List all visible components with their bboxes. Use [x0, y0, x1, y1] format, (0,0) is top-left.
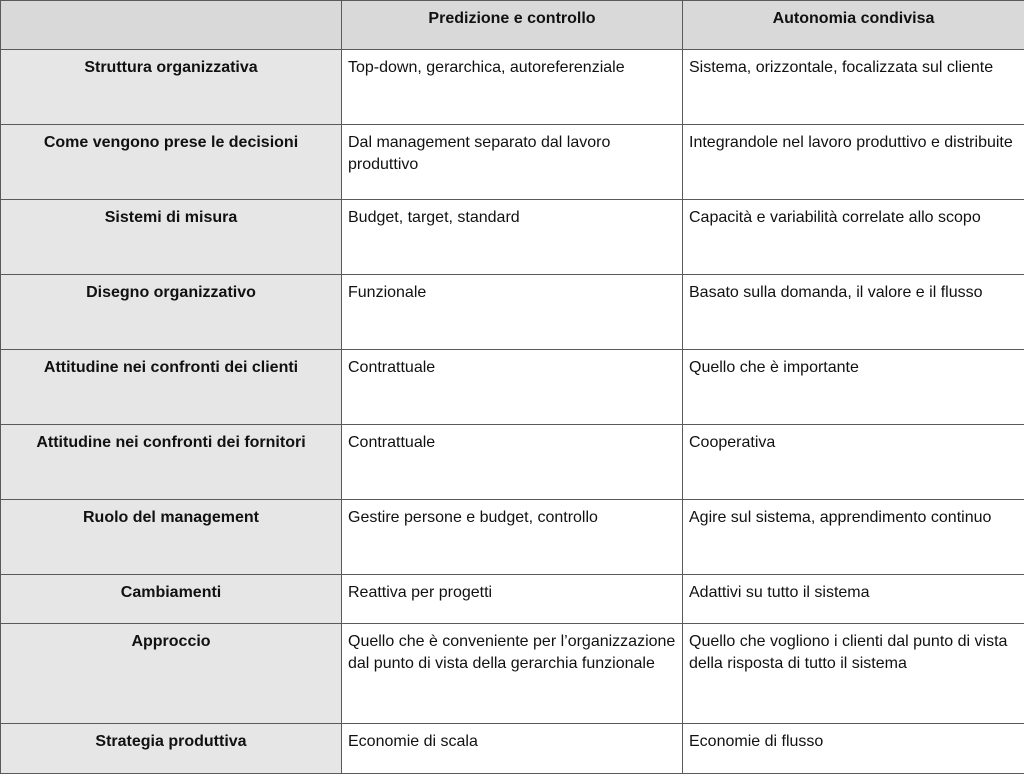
row-label: Attitudine nei confronti dei fornitori — [1, 425, 342, 500]
cell-predizione: Top-down, gerarchica, autoreferenziale — [342, 50, 683, 125]
table-row — [1, 425, 1024, 500]
column-header-autonomia: Autonomia condivisa — [683, 1, 1024, 50]
table-row — [1, 200, 1024, 275]
cell-predizione: Economie di scala — [342, 724, 683, 774]
cell-autonomia: Cooperativa — [683, 425, 1024, 500]
row-label: Cambiamenti — [1, 575, 342, 624]
row-label: Struttura organizzativa — [1, 50, 342, 125]
table-row — [1, 125, 1024, 200]
cell-autonomia: Agire sul sistema, apprendimento continuo — [683, 500, 1024, 575]
cell-autonomia: Quello che vogliono i clienti dal punto di vista della risposta di tutto il sistema — [683, 624, 1024, 724]
table-row — [1, 724, 1024, 774]
cell-autonomia: Sistema, orizzontale, focalizzata sul cliente — [683, 50, 1024, 125]
column-header-predizione: Predizione e controllo — [342, 1, 683, 50]
row-label: Disegno organizzativo — [1, 275, 342, 350]
row-label: Sistemi di misura — [1, 200, 342, 275]
cell-predizione: Quello che è conveniente per l’organizzazione dal punto di vista della gerarchia funzionale — [342, 624, 683, 724]
table-header-row — [1, 1, 1024, 50]
cell-autonomia: Capacità e variabilità correlate allo scopo — [683, 200, 1024, 275]
cell-predizione: Budget, target, standard — [342, 200, 683, 275]
cell-predizione: Dal management separato dal lavoro produttivo — [342, 125, 683, 200]
cell-predizione: Reattiva per progetti — [342, 575, 683, 624]
row-label: Approccio — [1, 624, 342, 724]
row-label: Ruolo del management — [1, 500, 342, 575]
row-label: Attitudine nei confronti dei clienti — [1, 350, 342, 425]
cell-predizione: Funzionale — [342, 275, 683, 350]
cell-predizione: Contrattuale — [342, 425, 683, 500]
table-row — [1, 500, 1024, 575]
table-row — [1, 50, 1024, 125]
cell-autonomia: Economie di flusso — [683, 724, 1024, 774]
table-row — [1, 624, 1024, 724]
row-label: Strategia produttiva — [1, 724, 342, 774]
cell-autonomia: Basato sulla domanda, il valore e il flusso — [683, 275, 1024, 350]
cell-predizione: Contrattuale — [342, 350, 683, 425]
cell-autonomia: Quello che è importante — [683, 350, 1024, 425]
table-row — [1, 575, 1024, 624]
table-row — [1, 275, 1024, 350]
header-corner-cell — [1, 1, 342, 50]
cell-autonomia: Integrandole nel lavoro produttivo e distribuite — [683, 125, 1024, 200]
table-row — [1, 350, 1024, 425]
cell-autonomia: Adattivi su tutto il sistema — [683, 575, 1024, 624]
row-label: Come vengono prese le decisioni — [1, 125, 342, 200]
cell-predizione: Gestire persone e budget, controllo — [342, 500, 683, 575]
